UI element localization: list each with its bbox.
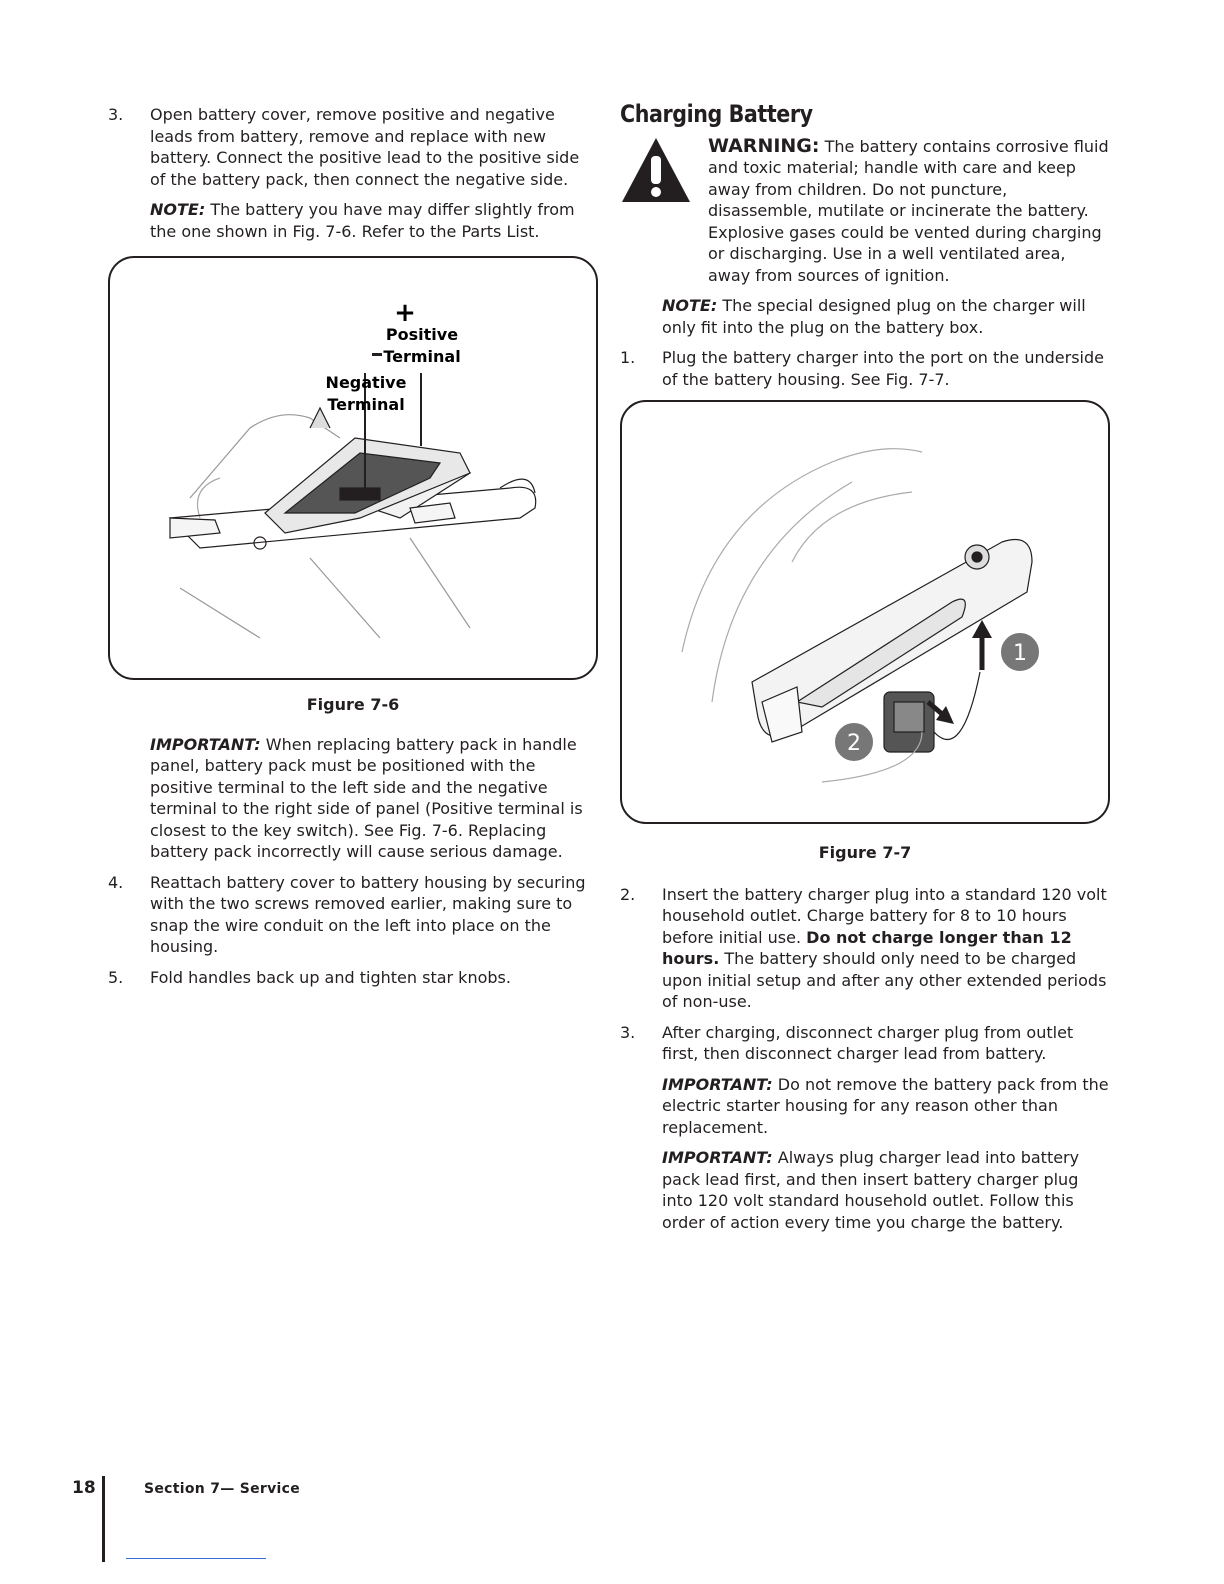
positive-terminal-label-line1: Positive xyxy=(385,325,459,344)
section-label: Section 7— Service xyxy=(144,1481,301,1497)
important-battery-orientation xyxy=(108,734,598,863)
negative-terminal-label-line2: Terminal xyxy=(327,395,405,414)
step-3-after-charging xyxy=(620,1022,1110,1065)
important-text: Do not remove the battery pack from the electric starter housing for any reason other than replacement. xyxy=(662,1074,1109,1137)
step-number: 5. xyxy=(108,967,124,987)
step-text: Reattach battery cover to battery housing by securing with the two screws removed earlier, making sure to snap the wire conduit on the left into place on the housing. xyxy=(150,872,586,956)
important-label: IMPORTANT: xyxy=(150,734,261,754)
callout-2 xyxy=(834,722,874,762)
important-do-not-remove xyxy=(620,1074,1110,1139)
warning-block xyxy=(620,136,1110,287)
positive-terminal-label-line2: Terminal xyxy=(383,347,461,366)
important-text: Always plug charger lead into battery pack lead first, and then insert battery charger plug into 120 volt standard household outlet. Follow this order of action every time you charge the battery. xyxy=(662,1148,1080,1232)
page-number: 18 xyxy=(72,1478,96,1498)
note-special-plug xyxy=(620,295,1110,338)
warning-triangle-icon xyxy=(620,136,692,206)
step-number: 3. xyxy=(620,1022,636,1042)
section-title: Charging Battery xyxy=(620,100,813,128)
step-text-part-b: The battery should only need to be charged upon initial setup and after any other extended periods of non-use. xyxy=(662,949,1107,1011)
link-underline xyxy=(126,1558,266,1559)
step-5-fold-handles xyxy=(108,967,598,989)
arrow-up-icon xyxy=(972,620,992,670)
footer-divider xyxy=(102,1476,105,1562)
figure-7-7-caption: Figure 7-7 xyxy=(818,843,912,862)
note-text: The battery you have may differ slightly from the one shown in Fig. 7-6. Refer to the Parts List. xyxy=(150,200,575,241)
note-text: The special designed plug on the charger will only fit into the plug on the battery box. xyxy=(662,296,1086,337)
svg-text:2: 2 xyxy=(847,731,861,756)
step-1-plug-charger xyxy=(620,347,1110,390)
important-label: IMPORTANT: xyxy=(662,1148,773,1167)
step-text: Plug the battery charger into the port on the underside of the battery housing. See Fig. 7-7. xyxy=(662,348,1104,389)
negative-sign xyxy=(372,353,382,356)
step-4-reattach-cover xyxy=(108,872,598,958)
left-column xyxy=(108,104,598,997)
step-text-bold-warning: Do not charge longer than 12 hours. xyxy=(662,927,1072,968)
important-text: When replacing battery pack in handle panel, battery pack must be positioned with the positive terminal to the left side and the negative terminal to the right side of panel (Positive terminal is closest to the key switch). See Fig. 7-6. Replacing battery pack incorrectly will cause serious damage. xyxy=(150,734,583,861)
right-column xyxy=(620,100,1110,1242)
step-number: 2. xyxy=(620,884,636,904)
charger-illustration xyxy=(622,402,1108,822)
step-text-part-a: Insert the battery charger plug into a standard 120 volt household outlet. Charge battery for 8 to 10 hours before initial use. xyxy=(662,884,1107,947)
step-2-insert-plug xyxy=(620,884,1110,1013)
positive-sign: + xyxy=(394,298,416,328)
step-number: 3. xyxy=(108,105,124,124)
warning-text: The battery contains corrosive fluid and toxic material; handle with care and keep away from children. Do not puncture, disassemble, mutilate or incinerate the battery. Explosive gases could be vented during charging or discharging. Use in a well ventilated area, away from sources of ignition. xyxy=(708,136,1109,285)
warning-label: WARNING: xyxy=(708,134,820,157)
note-label: NOTE: xyxy=(662,296,718,315)
figure-7-6 xyxy=(108,256,598,680)
negative-terminal-label-line1: Negative xyxy=(325,373,407,392)
callout-1 xyxy=(1000,632,1040,672)
important-label: IMPORTANT: xyxy=(662,1074,773,1094)
svg-text:1: 1 xyxy=(1013,641,1027,666)
step-text: After charging, disconnect charger plug from outlet first, then disconnect charger lead from battery. xyxy=(662,1022,1074,1063)
important-plug-order xyxy=(620,1147,1110,1233)
note-battery-differs xyxy=(108,199,598,242)
step-text: Fold handles back up and tighten star knobs. xyxy=(150,967,511,987)
step-3-open-battery-cover xyxy=(108,104,598,190)
note-label: NOTE: xyxy=(150,200,206,219)
step-text: Open battery cover, remove positive and negative leads from battery, remove and replace with new battery. Connect the positive lead to the positive side of the battery pack, then connect the negative side. xyxy=(150,105,580,189)
figure-7-7 xyxy=(620,400,1110,824)
battery-pack-illustration xyxy=(110,258,596,678)
figure-7-6-caption: Figure 7-6 xyxy=(306,695,400,714)
step-number: 4. xyxy=(108,872,124,892)
step-number: 1. xyxy=(620,348,636,367)
